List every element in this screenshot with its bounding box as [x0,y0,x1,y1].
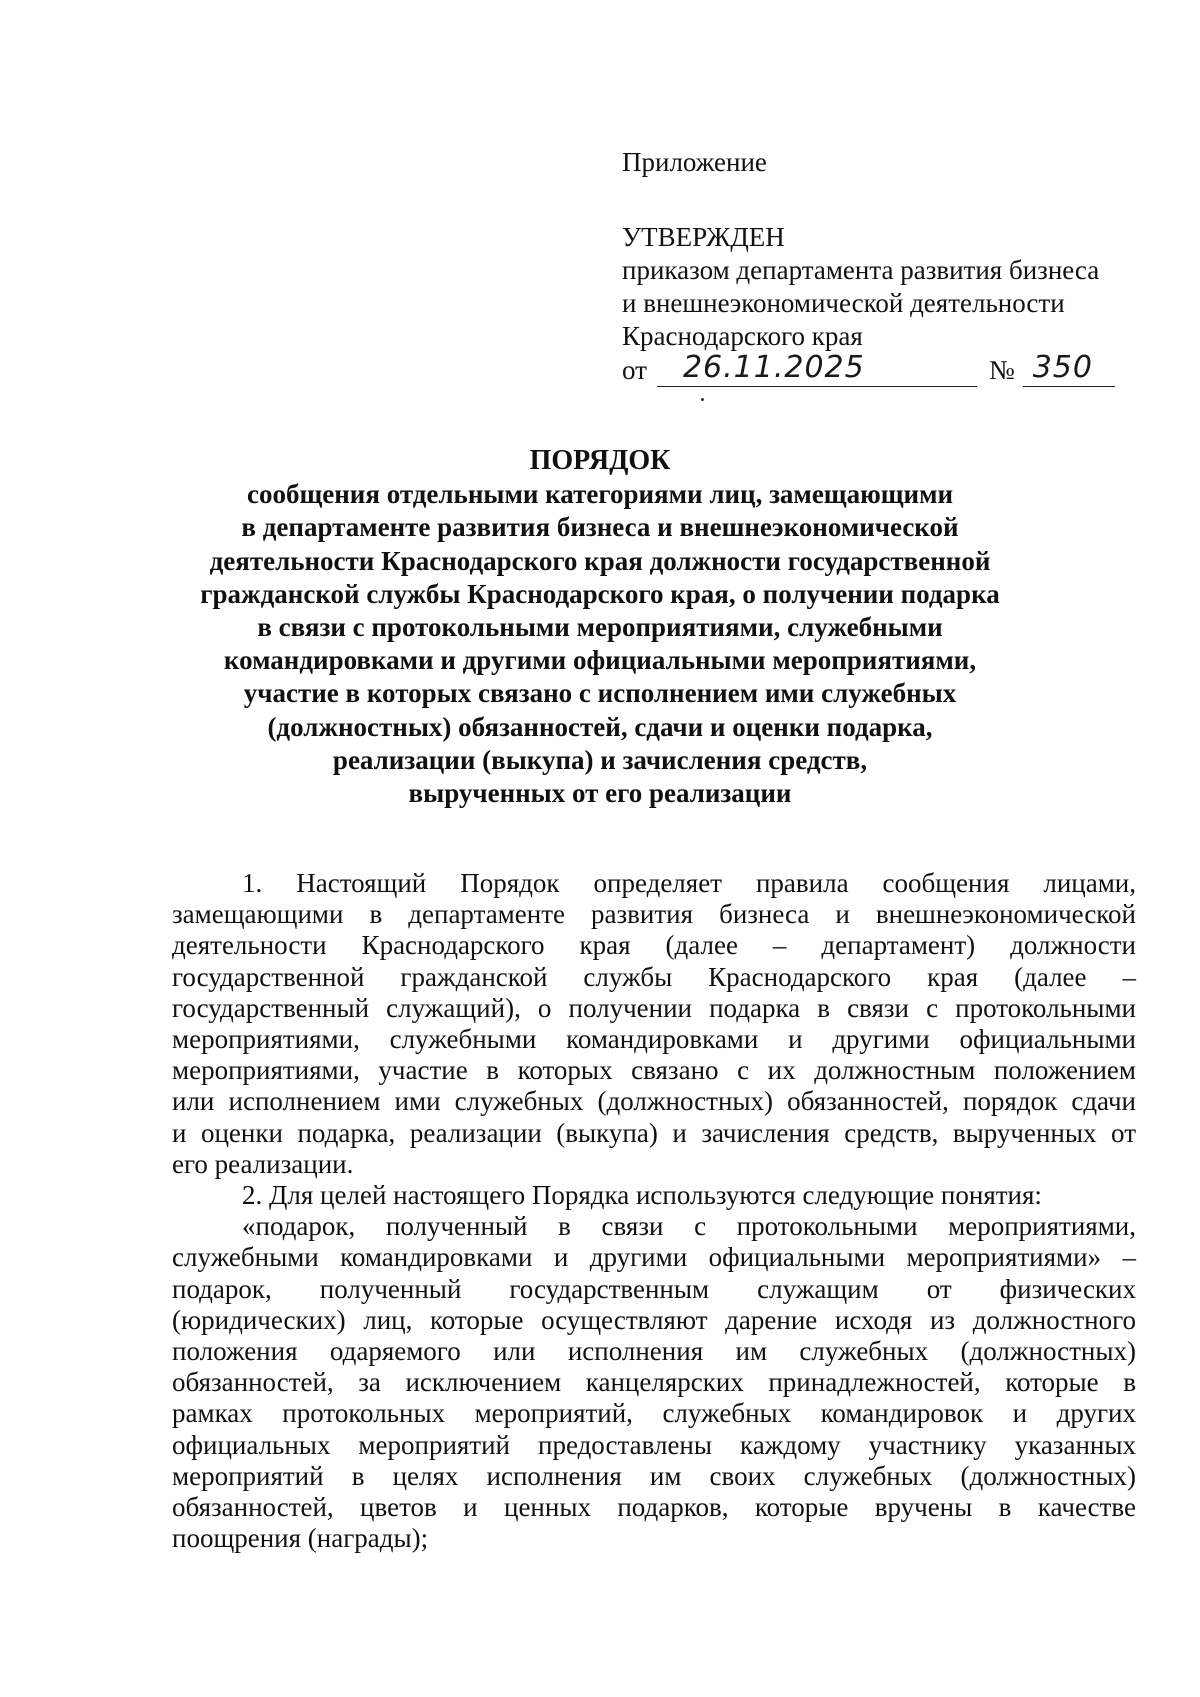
definition-line: поощрения (награды); [172,1523,429,1554]
approval-block [622,146,1142,387]
title-line: реализации (выкупа) и зачисления средств, [332,744,868,775]
handwritten-number: 350 [1023,353,1115,387]
body-text [172,868,1136,1554]
paragraph-1-line: мероприятиями, служебными командировками и другими официальными [172,1024,1136,1055]
number-label: № [988,355,1015,385]
paragraph-1-line: 1. Настоящий Порядок определяет правила сообщения лицами, [242,868,1136,898]
title-heading: ПОРЯДОК [529,445,671,476]
handwritten-date: 26.11.2025 [657,353,977,387]
definition-line: рамках протокольных мероприятий, служебных командировок и других [172,1398,1136,1429]
title-line: в департаменте развития бизнеса и внешнеэкономической [241,512,959,543]
paragraph-1-line: и оценки подарка, реализации (выкупа) и зачисления средств, вырученных от [172,1117,1136,1148]
definition-line: мероприятий в целях исполнения им своих служебных (должностных) [172,1460,1136,1491]
title-line: сообщения отдельными категориями лиц, замещающими [246,479,954,510]
paragraph-1-line: деятельности Краснодарского края (далее – департамент) должности [172,930,1136,961]
appendix-label: Приложение [622,147,767,177]
title-line: деятельности Краснодарского края должности государственной [209,545,991,576]
definition-line: «подарок, полученный в связи с протокольными мероприятиями, [242,1211,1136,1242]
definition-line: обязанностей, за исключением канцелярских принадлежностей, которые в [172,1367,1136,1398]
order-line: Краснодарского края [622,321,863,351]
stray-dot [701,398,704,401]
approved-label: УТВЕРЖДЕН [622,222,785,252]
title-line: гражданской службы Краснодарского края, о получении подарка [200,578,1000,609]
paragraph-1-line: его реализации. [172,1148,354,1179]
document-title [150,444,1050,810]
order-line: и внешнеэкономической деятельности [622,288,1065,318]
title-line: участие в которых связано с исполнением ими служебных [243,678,957,709]
title-line: командировками и другими официальными мероприятиями, [223,645,977,676]
title-line: (должностных) обязанностей, сдачи и оценки подарка, [267,711,933,742]
definition-line: обязанностей, цветов и ценных подарков, которые вручены в качестве [172,1492,1136,1523]
paragraph-1-line: мероприятиями, участие в которых связано с их должностным положением [172,1055,1136,1086]
definition-line: (юридических) лиц, которые осуществляют дарение исходя из должностного [172,1304,1136,1335]
paragraph-2-line: 2. Для целей настоящего Порядка используются следующие понятия: [242,1180,1042,1211]
date-label: от [622,355,647,385]
order-line: приказом департамента развития бизнеса [622,255,1100,285]
title-line: в связи с протокольными мероприятиями, служебными [257,612,943,643]
paragraph-1-line: государственной гражданской службы Краснодарского края (далее – [172,961,1136,992]
definition-line: положения одаряемого или исполнения им служебных (должностных) [172,1336,1136,1367]
title-line: вырученных от его реализации [408,778,792,809]
definition-line: подарок, полученный государственным служащим от физических [172,1273,1136,1304]
definition-line: официальных мероприятий предоставлены каждому участнику указанных [172,1429,1136,1460]
paragraph-1-line: государственный служащий), о получении подарка в связи с протокольными [172,992,1136,1023]
date-number-row [622,350,1142,387]
definition-line: служебными командировками и другими официальными мероприятиями» – [172,1242,1136,1273]
paragraph-1-line: или исполнением ими служебных (должностных) обязанностей, порядок сдачи [172,1086,1136,1117]
paragraph-1-line: замещающими в департаменте развития бизнеса и внешнеэкономической [172,899,1136,930]
